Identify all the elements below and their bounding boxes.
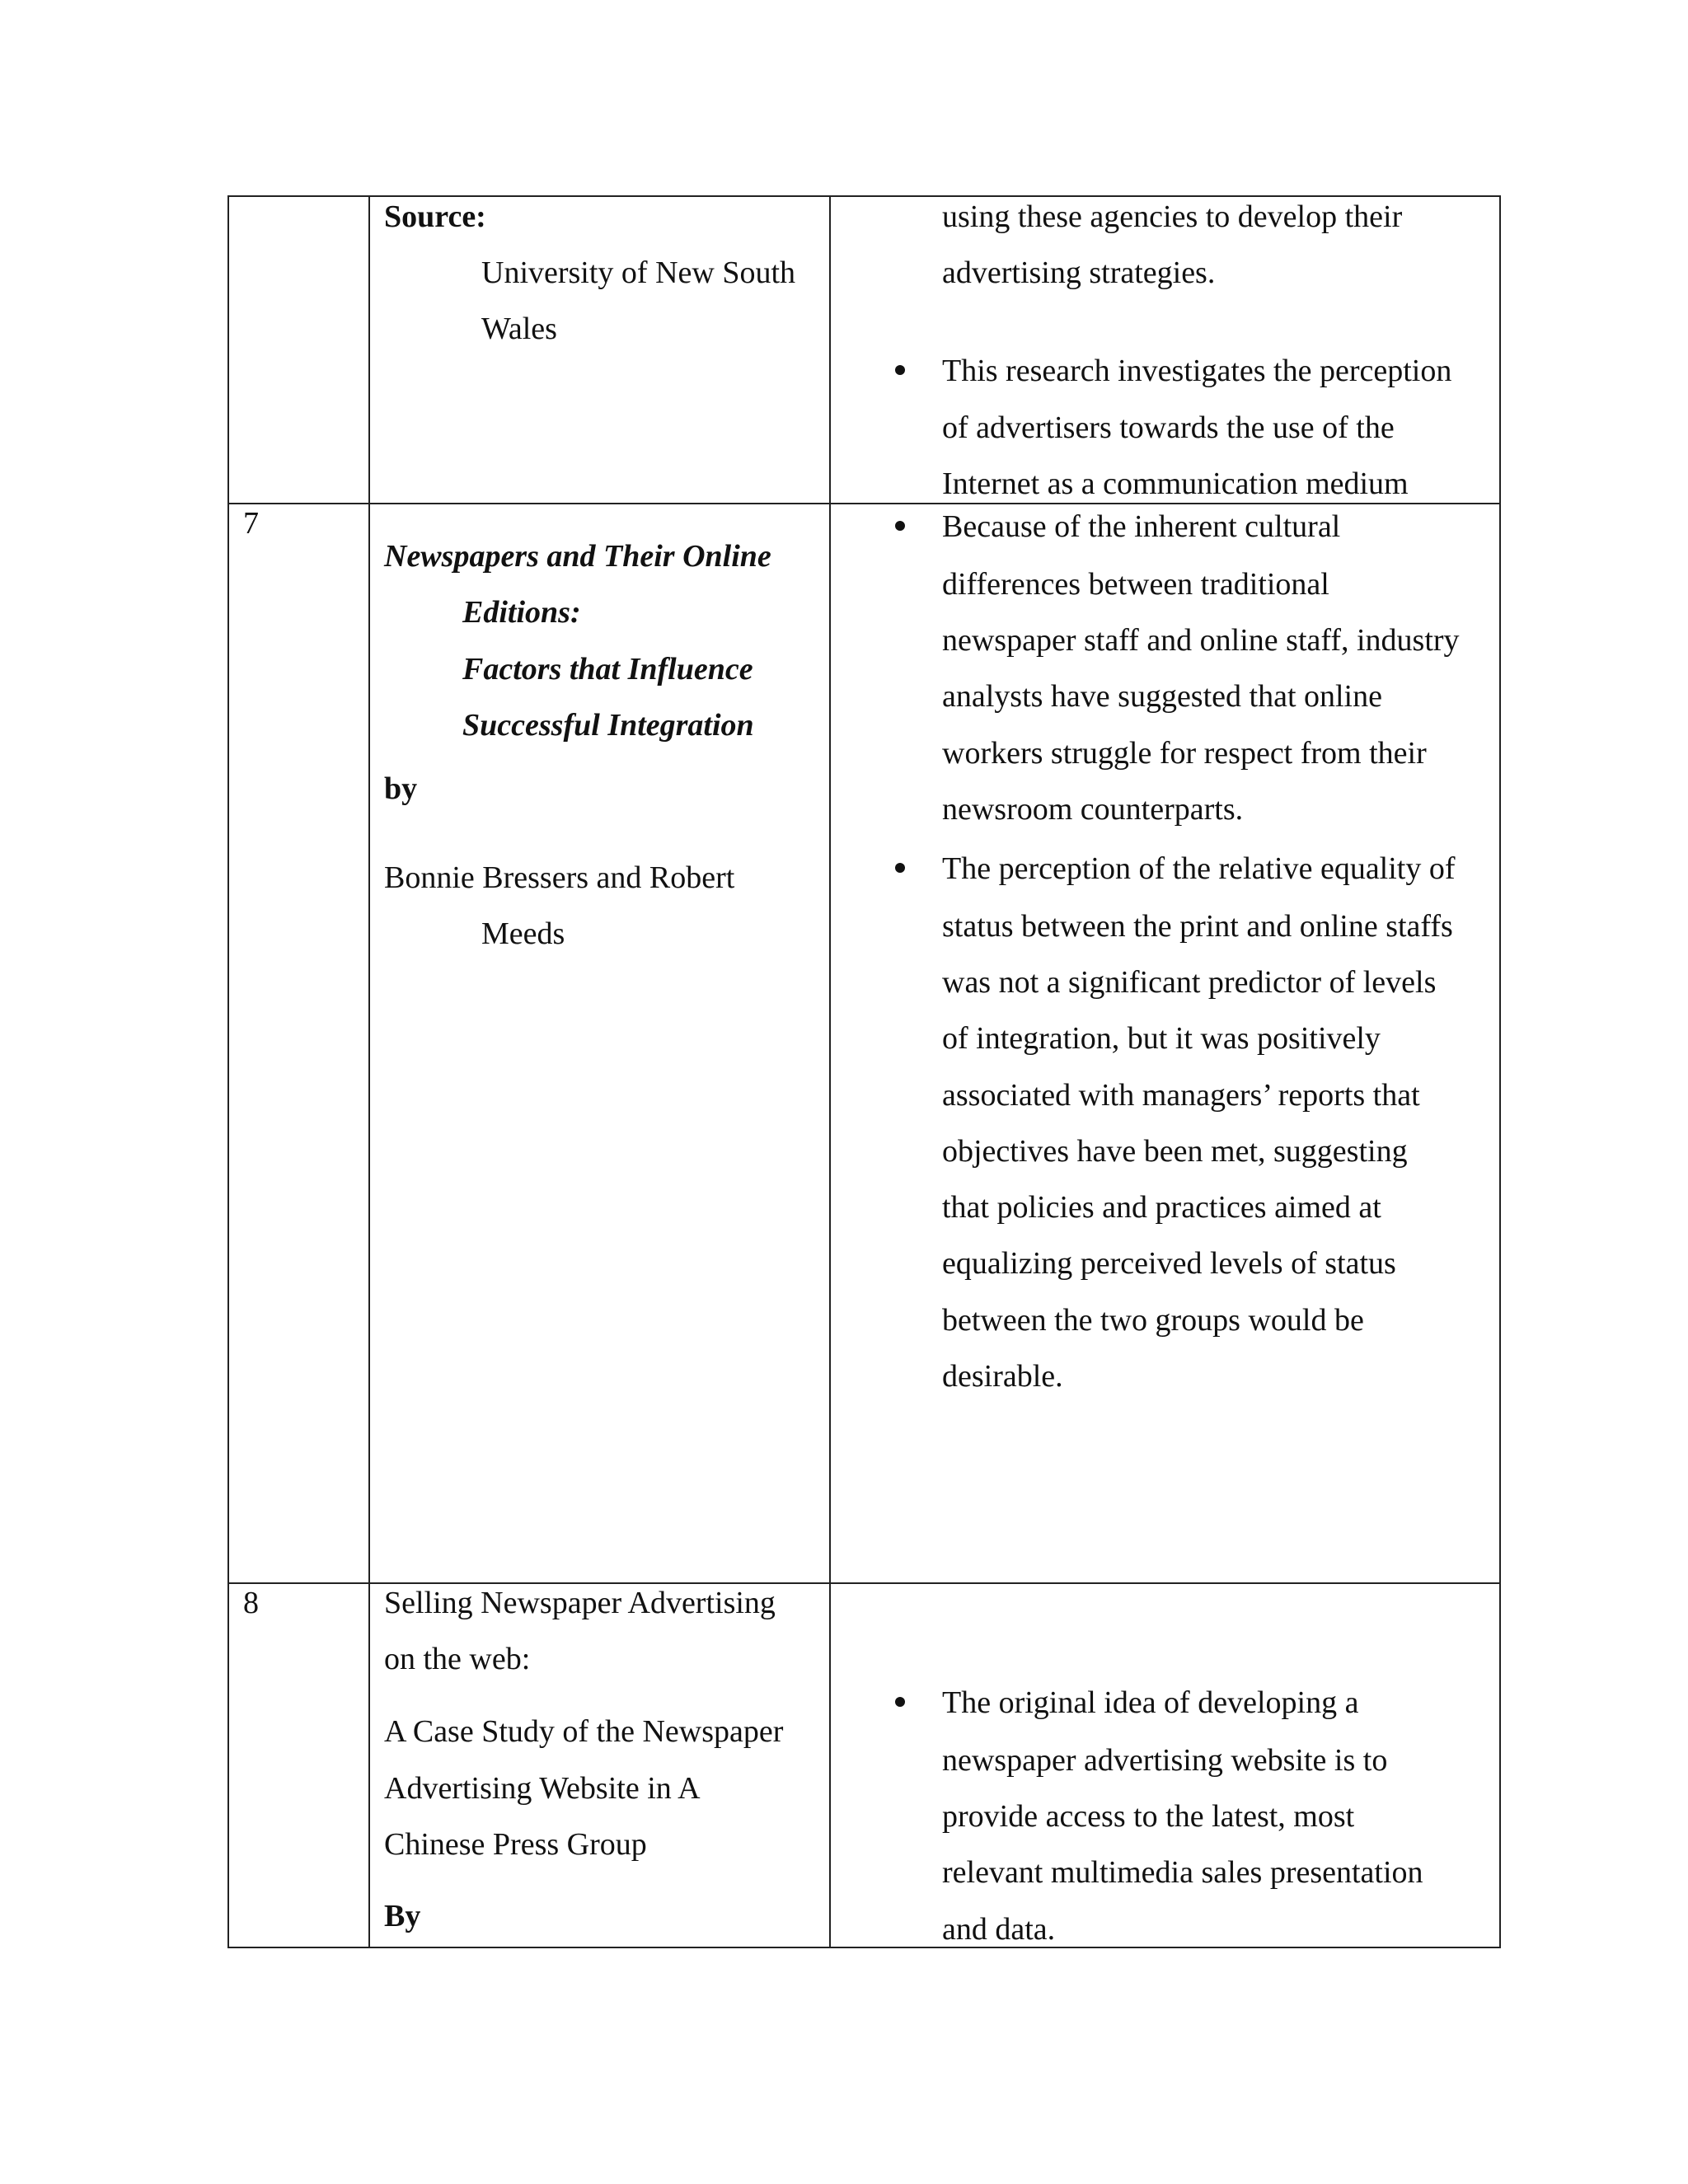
summary-text: differences between traditional (942, 567, 1329, 602)
summary-text: Internet as a communication medium (942, 466, 1409, 501)
source-line: University of New South (481, 255, 796, 290)
summary-text: provide access to the latest, most (942, 1799, 1355, 1834)
summary-text: This research investigates the perception (942, 354, 1452, 388)
summary-text: of integration, but it was positively (942, 1021, 1381, 1056)
paper-title: Selling Newspaper Advertising (384, 1586, 776, 1620)
summary-text: The original idea of developing a (942, 1685, 1359, 1720)
row-number: 8 (243, 1586, 259, 1620)
summary-text: The perception of the relative equality of (942, 851, 1456, 886)
paper-title: Advertising Website in A (384, 1771, 701, 1806)
bullet-icon (895, 1697, 905, 1707)
paper-title: Factors that Influence (462, 652, 753, 687)
summary-text: newspaper advertising website is to (942, 1743, 1388, 1778)
by-label: By (384, 1899, 421, 1933)
table-border-right (1499, 195, 1501, 1948)
summary-text: Because of the inherent cultural (942, 509, 1341, 544)
summary-text: desirable. (942, 1359, 1063, 1394)
table-border-left (227, 195, 229, 1948)
column-divider-1 (368, 195, 370, 1948)
table-border-bottom (227, 1947, 1501, 1948)
bullet-icon (895, 863, 905, 873)
table-border-top (227, 195, 1501, 197)
source-label: Source: (384, 199, 486, 234)
paper-title: Chinese Press Group (384, 1827, 647, 1862)
column-divider-2 (829, 195, 831, 1948)
paper-title: Editions: (462, 595, 581, 630)
summary-text: analysts have suggested that online (942, 679, 1382, 714)
summary-text: was not a significant predictor of levels (942, 965, 1437, 1000)
summary-text: associated with managers’ reports that (942, 1078, 1420, 1113)
summary-text: workers struggle for respect from their (942, 736, 1427, 771)
paper-authors: Bonnie Bressers and Robert (384, 860, 735, 895)
summary-text: using these agencies to develop their (942, 199, 1403, 234)
row-number: 7 (243, 506, 259, 541)
paper-title: Newspapers and Their Online (384, 539, 771, 574)
source-line: Wales (481, 312, 557, 346)
summary-text: that policies and practices aimed at (942, 1190, 1381, 1225)
summary-text: objectives have been met, suggesting (942, 1134, 1408, 1169)
summary-text: and data. (942, 1912, 1056, 1947)
summary-text: advertising strategies. (942, 255, 1216, 290)
summary-text: equalizing perceived levels of status (942, 1246, 1396, 1281)
paper-title: on the web: (384, 1642, 531, 1676)
bullet-icon (895, 521, 905, 531)
row-divider-8 (227, 1582, 1501, 1584)
summary-text: between the two groups would be (942, 1303, 1364, 1338)
row-divider-7 (227, 503, 1501, 504)
paper-title: Successful Integration (462, 708, 754, 743)
summary-text: newspaper staff and online staff, industry (942, 623, 1460, 658)
summary-text: relevant multimedia sales presentation (942, 1855, 1423, 1890)
paper-authors: Meeds (481, 916, 565, 951)
bullet-icon (895, 365, 905, 375)
summary-text: of advertisers towards the use of the (942, 410, 1395, 445)
by-label: by (384, 771, 418, 806)
paper-title: A Case Study of the Newspaper (384, 1714, 784, 1749)
summary-text: newsroom counterparts. (942, 792, 1244, 827)
summary-text: status between the print and online staffs (942, 909, 1453, 944)
